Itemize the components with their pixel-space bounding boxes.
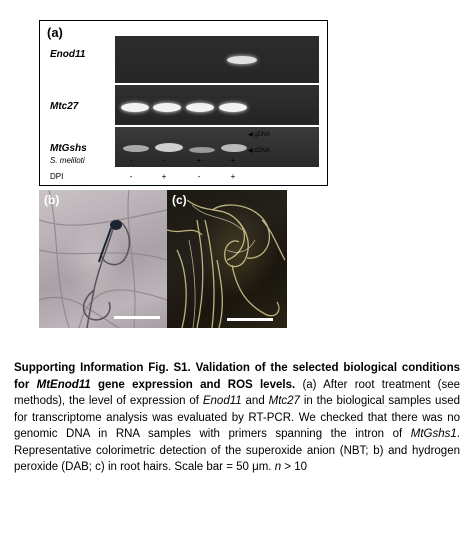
caption-text: (a) After root treatment (see methods), the level of expression of	[14, 378, 461, 407]
marker-arrow-cdna: ◀ cDNA	[248, 148, 270, 154]
panel-c-label: (c)	[172, 193, 187, 207]
gel-band	[189, 147, 215, 153]
gel-panel-a	[39, 20, 328, 186]
gel-band	[186, 103, 214, 112]
caption-text: and	[241, 395, 269, 407]
caption-title-tail: gene expression and ROS levels.	[90, 378, 296, 391]
gene-label-mtgshs: MtGshs	[50, 143, 87, 154]
condition-value: +	[161, 172, 167, 181]
micrograph-nbt	[39, 190, 167, 328]
gel-mtgshs	[115, 127, 319, 167]
caption-text: in the biological samples used for transcriptome analysis was evaluated by RT-PCR. We checked that there was no genomic DNA in RNA samples with primers spanning the intron of	[14, 395, 460, 440]
caption-gene: Enod11	[202, 395, 242, 407]
caption-text: > 10	[281, 461, 308, 473]
gene-label-enod11: Enod11	[50, 49, 86, 60]
marker-label-cdna: cDNA	[254, 148, 270, 154]
gel-band	[221, 144, 247, 152]
caption-gene: MtGshs1	[410, 428, 457, 440]
scale-bar-c	[227, 318, 273, 321]
figure-caption	[14, 360, 460, 476]
gel-band	[227, 56, 257, 64]
gel-band	[121, 103, 149, 112]
condition-value: -	[197, 172, 201, 181]
caption-title: Supporting Information Fig. S1. Validation of the selected biological conditions for	[14, 362, 460, 391]
gel-enod11	[115, 36, 319, 83]
caption-title-gene: MtEnod11	[36, 378, 91, 391]
condition-value: +	[196, 156, 202, 165]
marker-arrow-gdna: ◀ gDNA	[248, 132, 271, 138]
gel-band	[155, 143, 183, 152]
caption-n: n	[274, 461, 282, 473]
root-hair-drawing	[167, 190, 287, 328]
gel-band	[153, 103, 181, 112]
gene-label-mtc27: Mtc27	[50, 101, 79, 112]
condition-value: -	[129, 156, 133, 165]
condition-label-smeliloti: S. meliloti	[50, 156, 85, 165]
caption-gene: Mtc27	[268, 395, 300, 407]
condition-value: -	[162, 156, 166, 165]
panel-b-label: (b)	[44, 193, 60, 207]
root-hair-drawing	[39, 190, 167, 328]
gel-mtc27	[115, 85, 319, 125]
condition-value: -	[129, 172, 133, 181]
marker-label-gdna: gDNA	[254, 132, 271, 138]
gel-band	[219, 103, 247, 112]
scale-bar-b	[114, 316, 160, 319]
micrograph-dab	[167, 190, 287, 328]
condition-value: +	[230, 156, 236, 165]
gel-band	[123, 145, 149, 152]
condition-value: +	[230, 172, 236, 181]
condition-label-dpi: DPI	[50, 172, 64, 181]
caption-text: . Representative colorimetric detection of the superoxide anion (NBT; b) and hydrogen peroxide (DAB; c) in root hairs. Scale bar = 50 μm.	[14, 428, 460, 473]
panel-a-label: (a)	[47, 25, 63, 40]
